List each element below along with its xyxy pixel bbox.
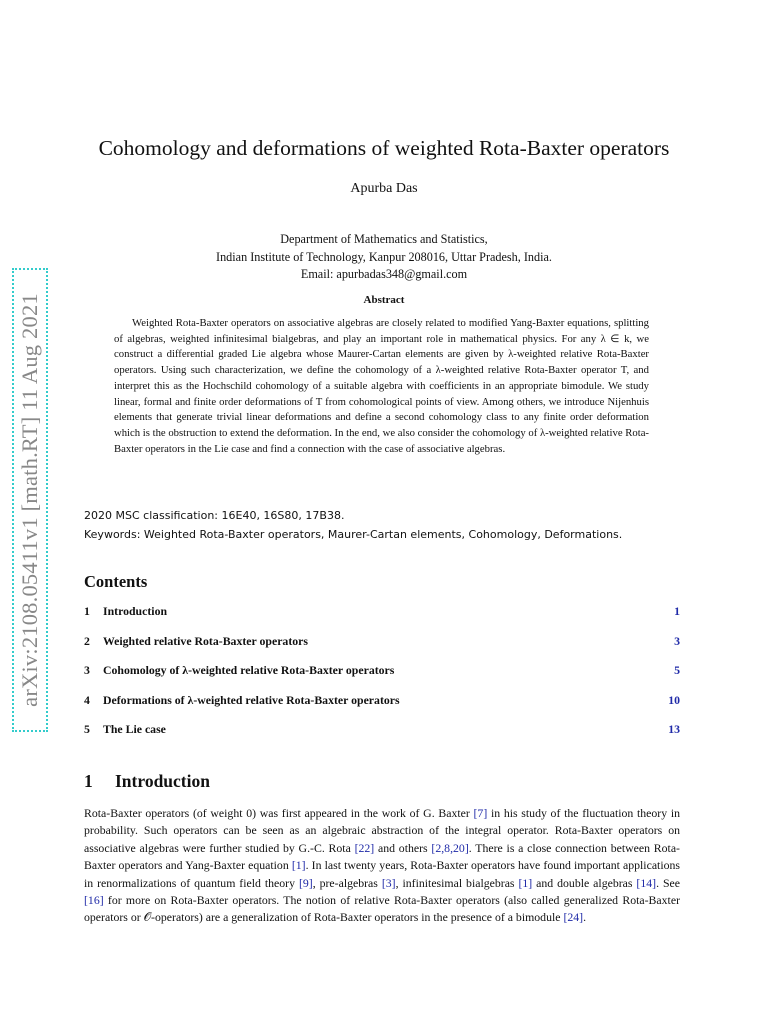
toc-entry[interactable] — [84, 693, 680, 723]
citation-link[interactable]: [14] — [636, 875, 657, 890]
toc-entry-number: 2 — [84, 633, 90, 648]
toc-entry[interactable] — [84, 604, 680, 634]
contents-heading: Contents — [84, 572, 148, 591]
keywords: Keywords: Weighted Rota-Baxter operators, Maurer-Cartan elements, Cohomology, Deformations. — [84, 528, 623, 541]
paragraph-text: , infinitesimal bialgebras — [395, 875, 519, 890]
toc-entry-title: Weighted relative Rota-Baxter operators — [103, 633, 308, 648]
paragraph-text: . See — [656, 875, 680, 890]
citation-link[interactable]: [9] — [298, 875, 313, 890]
paragraph-text: . In last twenty years, Rota-Baxter operators have found important applications in renormalizations of quantum field theory — [84, 858, 680, 890]
paragraph-text: . — [583, 910, 587, 925]
citation-link[interactable]: [24] — [563, 910, 584, 925]
author-email: Email: apurbadas348@gmail.com — [300, 267, 468, 281]
citation-link[interactable]: [1] — [291, 858, 306, 873]
paragraph-text: and others — [374, 840, 432, 855]
toc-entry[interactable] — [84, 663, 680, 693]
affiliation-block — [0, 231, 768, 284]
toc-entry[interactable] — [84, 634, 680, 664]
section-number: 1 — [84, 771, 93, 791]
toc-entry-page-link[interactable]: 10 — [668, 692, 680, 707]
toc-entry-page-link[interactable]: 1 — [674, 604, 680, 618]
abstract-text: Weighted Rota-Baxter operators on associative algebras are closely related to modified Yang-Baxter equations, splitting of algebras, weighted infinitesimal bialgebras, and play an important role in mathematical physics. For any λ ∈ k, we construct a differential graded Lie algebra whose Maurer-Cartan elements are given by λ-weighted relative Rota-Baxter operators. Using such characterization, we define the cohomology of a λ-weighted relative Rota-Baxter operator T, and interpret this as the Hochschild cohomology of a suitable algebra with coefficients in an appropriate bimodule. We study linear, formal and finite order deformations of T from cohomological points of view. Among others, we introduce Nijenhuis elements that generate trivial linear deformations and define a second cohomology class to any finite order deformation which is the obstruction to extend the deformation. In the end, we also consider the cohomology of λ-weighted relative Rota-Baxter operators in the Lie case and find a connection with the case of associative algebras. — [114, 317, 649, 455]
toc-entry-number: 3 — [84, 663, 90, 678]
paragraph-text: for more on Rota-Baxter operators. The notion of relative Rota-Baxter operators (also called generalized Rota-Baxter operators or 𝒪-operators) are a generalization of Rota-Baxter operators in the presence of a bimodule — [84, 893, 680, 925]
paragraph-text: , pre-algebras — [312, 875, 382, 890]
citation-link[interactable]: [3] — [381, 875, 396, 890]
citation-link[interactable]: [2,8,20] — [431, 840, 469, 855]
toc-entry-title: The Lie case — [103, 722, 166, 737]
msc-classification: 2020 MSC classification: 16E40, 16S80, 17B38. — [84, 509, 345, 522]
toc-entry-title: Cohomology of λ-weighted relative Rota-Baxter operators — [103, 663, 395, 678]
toc-entry-number: 5 — [84, 722, 90, 737]
paragraph-text: in his study of the fluctuation theory in probability. Such operators can be seen as an algebraic abstraction of the integral operator. Rota-Baxter operators on associative algebras were further studied by G.-C. Rota — [84, 806, 681, 855]
arxiv-stamp — [12, 268, 48, 732]
toc-entry-page-link[interactable]: 13 — [668, 722, 680, 737]
paragraph-text: . There is a close connection between Rota-Baxter operators and Yang-Baxter equation — [84, 840, 680, 873]
toc-entry-title: Introduction — [103, 604, 168, 618]
arxiv-id: arXiv:2108.05411v1 [math.RT] 11 Aug 2021 — [17, 293, 42, 707]
affiliation-department: Department of Mathematics and Statistics, — [280, 232, 488, 246]
toc-entry[interactable] — [84, 722, 680, 752]
abstract-heading: Abstract — [363, 294, 405, 306]
classification-block — [84, 506, 622, 544]
citation-link[interactable]: [7] — [473, 806, 488, 820]
toc-entry-number: 1 — [84, 604, 90, 618]
introduction-paragraph — [84, 805, 680, 927]
toc-entry-title: Deformations of λ-weighted relative Rota-Baxter operators — [103, 692, 400, 707]
section-title: Introduction — [115, 771, 210, 791]
citation-link[interactable]: [22] — [354, 840, 375, 855]
affiliation-institute: Indian Institute of Technology, Kanpur 208016, Uttar Pradesh, India. — [216, 249, 552, 264]
paragraph-text: Rota-Baxter operators (of weight 0) was first appeared in the work of G. Baxter — [84, 806, 474, 820]
citation-link[interactable]: [16] — [84, 893, 104, 908]
paragraph-text: and double algebras — [532, 875, 637, 890]
citation-link[interactable]: [1] — [518, 875, 533, 890]
author-name: Apurba Das — [350, 181, 418, 196]
paper-title: Cohomology and deformations of weighted Rota-Baxter operators — [98, 136, 670, 160]
toc-entry-page-link[interactable]: 3 — [674, 633, 680, 648]
table-of-contents — [84, 604, 680, 752]
toc-entry-number: 4 — [84, 692, 90, 707]
section-heading — [84, 771, 210, 792]
toc-entry-page-link[interactable]: 5 — [674, 663, 680, 678]
